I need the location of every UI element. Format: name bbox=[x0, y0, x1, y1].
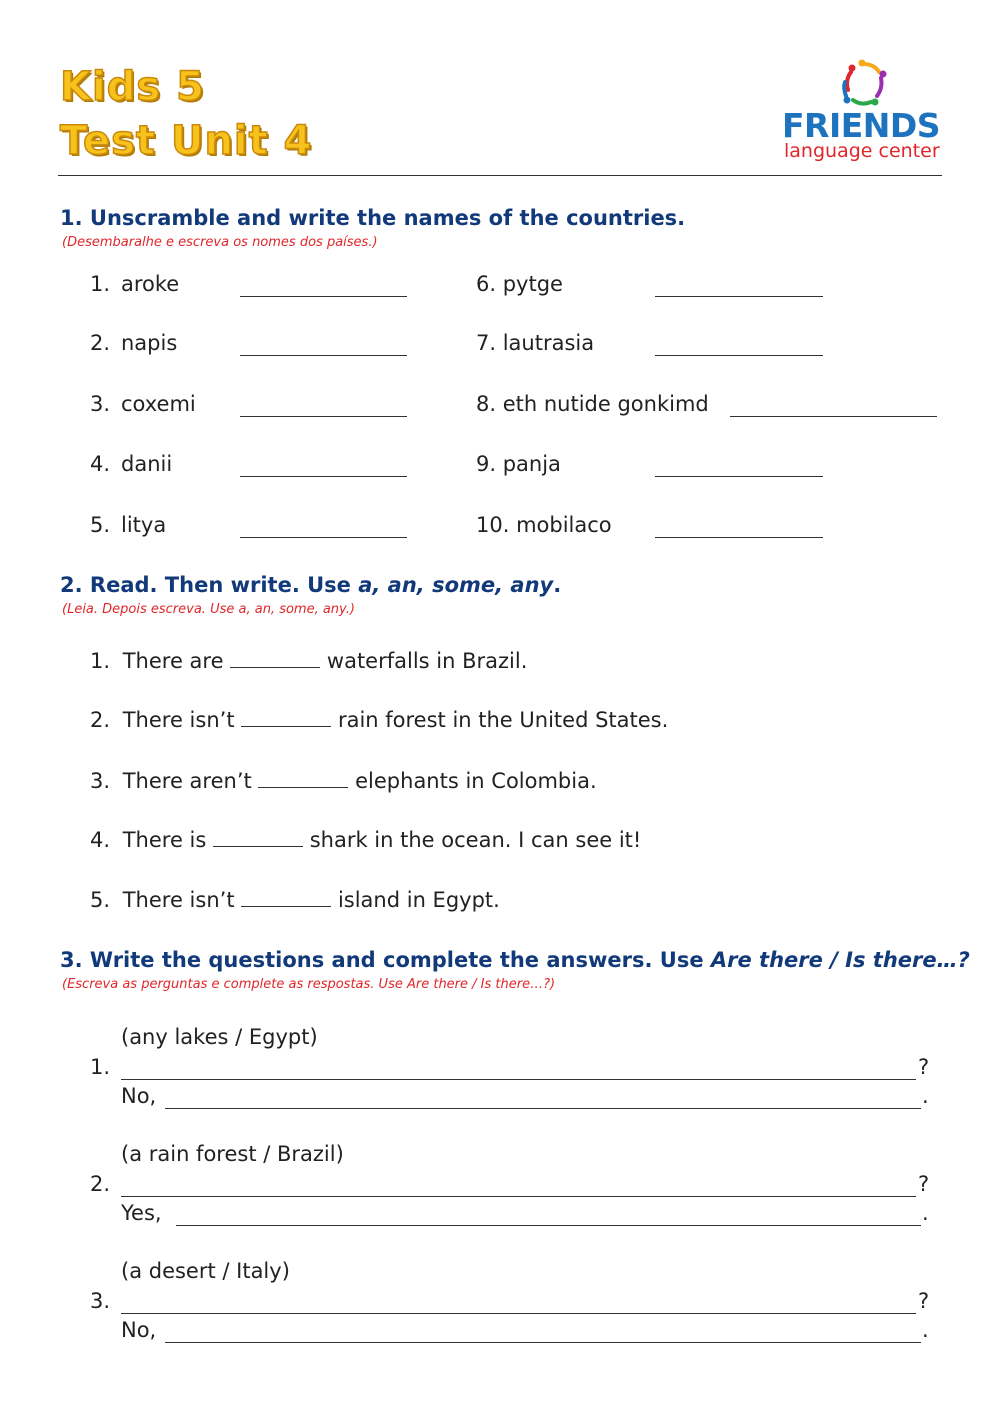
item-number: 2. bbox=[90, 1172, 111, 1196]
scrambled-word: aroke bbox=[121, 272, 180, 296]
worksheet-title-line1: Kids 5 bbox=[60, 64, 205, 110]
answer-blank[interactable] bbox=[655, 337, 823, 356]
item-number: 4. bbox=[90, 452, 111, 476]
list-item bbox=[90, 392, 196, 416]
answer-blank[interactable] bbox=[240, 519, 407, 538]
section3-heading-italic: Are there / Is there…? bbox=[710, 948, 970, 972]
sentence-end: shark in the ocean. I can see it! bbox=[309, 828, 642, 852]
scrambled-word: danii bbox=[121, 452, 173, 476]
answer-blank[interactable] bbox=[730, 398, 937, 417]
item-number: 5. bbox=[90, 888, 111, 912]
answer-blank[interactable] bbox=[230, 649, 320, 668]
answer-blank[interactable] bbox=[240, 458, 407, 477]
answer-blank[interactable] bbox=[241, 888, 331, 907]
logo-tagline: language center bbox=[784, 140, 940, 162]
question-prompt: (any lakes / Egypt) bbox=[121, 1025, 318, 1049]
list-item: 7. lautrasia bbox=[476, 331, 595, 355]
section2-heading-suffix: . bbox=[553, 573, 562, 597]
answer-blank[interactable] bbox=[240, 337, 407, 356]
list-item bbox=[90, 331, 178, 355]
sentence-end: elephants in Colombia. bbox=[355, 769, 597, 793]
sentence-start: There are bbox=[122, 649, 224, 673]
section2-heading-prefix: 2. Read. Then write. Use bbox=[60, 573, 359, 597]
answer-blank[interactable] bbox=[258, 769, 348, 788]
question-blank[interactable] bbox=[121, 1295, 916, 1314]
sentence-end: waterfalls in Brazil. bbox=[326, 649, 528, 673]
logo-brand-name: FRIENDS bbox=[782, 106, 941, 145]
section3-translation: (Escreva as perguntas e complete as respostas. Use Are there / Is there…?) bbox=[62, 977, 556, 992]
list-item: 6. pytge bbox=[476, 272, 563, 296]
answer-blank[interactable] bbox=[655, 458, 823, 477]
section1-translation: (Desembaralhe e escreva os nomes dos países.) bbox=[62, 235, 378, 250]
sentence-item bbox=[90, 649, 527, 673]
section3-heading bbox=[60, 948, 970, 972]
answer-period: . bbox=[922, 1318, 929, 1342]
answer-start: No, bbox=[121, 1084, 157, 1108]
question-blank[interactable] bbox=[121, 1061, 916, 1080]
sentence-end: island in Egypt. bbox=[337, 888, 500, 912]
answer-start: Yes, bbox=[121, 1201, 162, 1225]
sentence-item bbox=[90, 769, 597, 793]
item-number: 3. bbox=[90, 769, 111, 793]
answer-period: . bbox=[922, 1201, 929, 1225]
section3-heading-prefix: 3. Write the questions and complete the answers. Use bbox=[60, 948, 711, 972]
logo bbox=[780, 58, 945, 168]
list-item bbox=[90, 513, 167, 537]
scrambled-word: litya bbox=[121, 513, 167, 537]
item-number: 4. bbox=[90, 828, 111, 852]
question-blank[interactable] bbox=[121, 1178, 916, 1197]
section2-translation: (Leia. Depois escreva. Use a, an, some, any.) bbox=[62, 602, 355, 617]
worksheet-title-line2: Test Unit 4 bbox=[60, 118, 313, 164]
logo-people-circle-icon bbox=[835, 58, 891, 110]
scrambled-word: napis bbox=[121, 331, 178, 355]
question-mark: ? bbox=[918, 1289, 930, 1313]
question-mark: ? bbox=[918, 1055, 930, 1079]
sentence-end: rain forest in the United States. bbox=[337, 708, 669, 732]
answer-start: No, bbox=[121, 1318, 157, 1342]
sentence-start: There aren’t bbox=[122, 769, 252, 793]
header-divider bbox=[58, 175, 942, 176]
answer-blank[interactable] bbox=[655, 278, 823, 297]
answer-blank[interactable] bbox=[241, 708, 331, 727]
answer-blank[interactable] bbox=[165, 1324, 921, 1343]
answer-blank[interactable] bbox=[213, 828, 303, 847]
section2-heading bbox=[60, 573, 561, 597]
item-number: 1. bbox=[90, 272, 111, 296]
sentence-item bbox=[90, 708, 668, 732]
section1-heading: 1. Unscramble and write the names of the countries. bbox=[60, 206, 686, 230]
sentence-item bbox=[90, 888, 500, 912]
sentence-start: There isn’t bbox=[122, 708, 235, 732]
question-mark: ? bbox=[918, 1172, 930, 1196]
answer-blank[interactable] bbox=[655, 519, 823, 538]
list-item: 9. panja bbox=[476, 452, 561, 476]
question-prompt: (a desert / Italy) bbox=[121, 1259, 290, 1283]
item-number: 1. bbox=[90, 1055, 111, 1079]
answer-period: . bbox=[922, 1084, 929, 1108]
answer-blank[interactable] bbox=[176, 1207, 921, 1226]
item-number: 1. bbox=[90, 649, 111, 673]
section2-heading-words: a, an, some, any bbox=[358, 573, 554, 597]
list-item: 10. mobilaco bbox=[476, 513, 612, 537]
answer-blank[interactable] bbox=[165, 1090, 921, 1109]
answer-blank[interactable] bbox=[240, 278, 407, 297]
item-number: 3. bbox=[90, 392, 111, 416]
sentence-start: There is bbox=[122, 828, 207, 852]
sentence-start: There isn’t bbox=[122, 888, 235, 912]
list-item bbox=[90, 452, 173, 476]
scrambled-word: coxemi bbox=[121, 392, 196, 416]
item-number: 2. bbox=[90, 331, 111, 355]
item-number: 5. bbox=[90, 513, 111, 537]
item-number: 2. bbox=[90, 708, 111, 732]
item-number: 3. bbox=[90, 1289, 111, 1313]
list-item: 8. eth nutide gonkimd bbox=[476, 392, 709, 416]
sentence-item bbox=[90, 828, 641, 852]
question-prompt: (a rain forest / Brazil) bbox=[121, 1142, 344, 1166]
list-item bbox=[90, 272, 180, 296]
answer-blank[interactable] bbox=[240, 398, 407, 417]
